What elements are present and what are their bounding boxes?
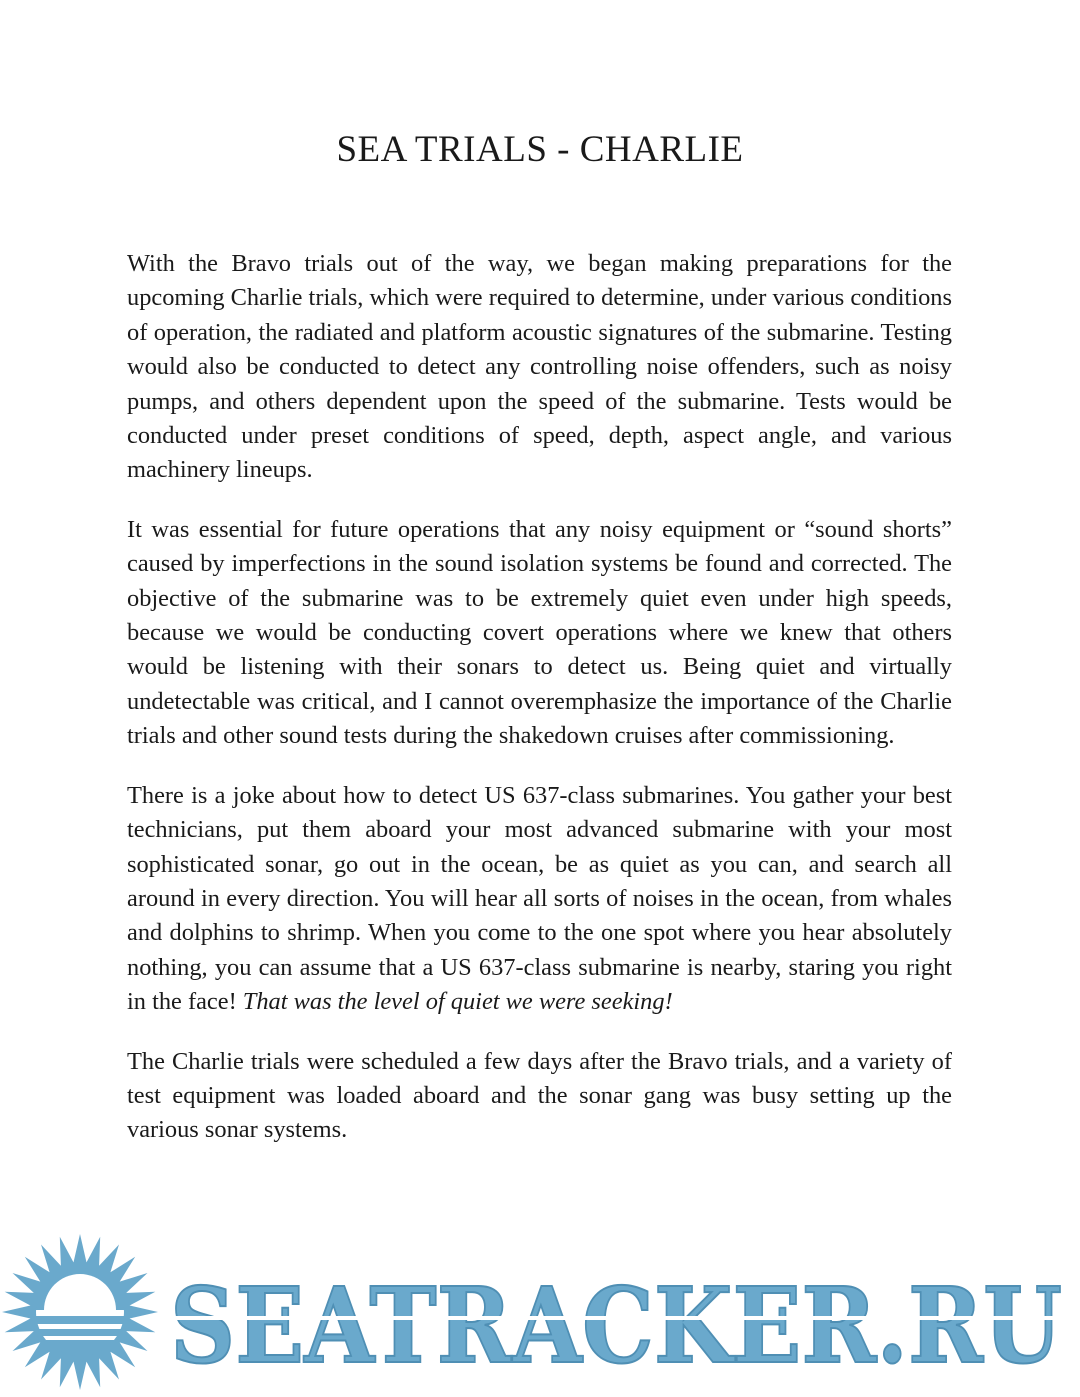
watermark-text: SEATRACKER.RU (170, 1264, 1062, 1387)
sun-over-sea-icon (2, 1234, 158, 1390)
paragraph-2 (127, 513, 952, 754)
page-title: SEA TRIALS - CHARLIE (336, 129, 744, 170)
watermark-logo (0, 1232, 1080, 1397)
paragraph-2-text: It was essential for future operations that any noisy equipment or “sound shorts” caused by imperfections in the sound isolation systems be found and corrected. The objective of the submarine was to be extremely quiet even under high speeds, because we would be conducting covert operations where we knew that others would be listening with their sonars to detect us. Being quiet and virtually undetectable was critical, and I cannot overemphasize the importance of the Charlie trials and other sound tests during the shakedown cruises after commissioning. (127, 515, 952, 750)
body-text (127, 247, 952, 1173)
paragraph-1 (127, 247, 952, 488)
paragraph-4 (127, 1045, 952, 1148)
paragraph-3 (127, 779, 952, 1020)
paragraph-4-text: The Charlie trials were scheduled a few days after the Bravo trials, and a variety of test equipment was loaded aboard and the sonar gang was busy setting up the various sonar systems. (127, 1047, 952, 1144)
paragraph-1-text: With the Bravo trials out of the way, we began making preparations for the upcoming Charlie trials, which were required to determine, under various conditions of operation, the radiated and platform acoustic signatures of the submarine. Testing would also be conducted to detect any controlling noise offenders, such as noisy pumps, and others dependent upon the speed of the submarine. Tests would be conducted under preset conditions of speed, depth, aspect angle, and various machinery lineups. (127, 250, 952, 484)
paragraph-3-text: There is a joke about how to detect US 637-class submarines. You gather your best technicians, put them aboard your most advanced submarine with your most sophisticated sonar, go out in the ocean, be as quiet as you can, and search all around in every direction. You will hear all sorts of noises in the ocean, from whales and dolphins to shrimp. When you come to the one spot where you hear absolutely nothing, you can assume that a US 637-class submarine is nearby, staring you right in the face! (127, 781, 952, 1016)
paragraph-3-italic: That was the level of quiet we were seeking! (242, 988, 673, 1016)
